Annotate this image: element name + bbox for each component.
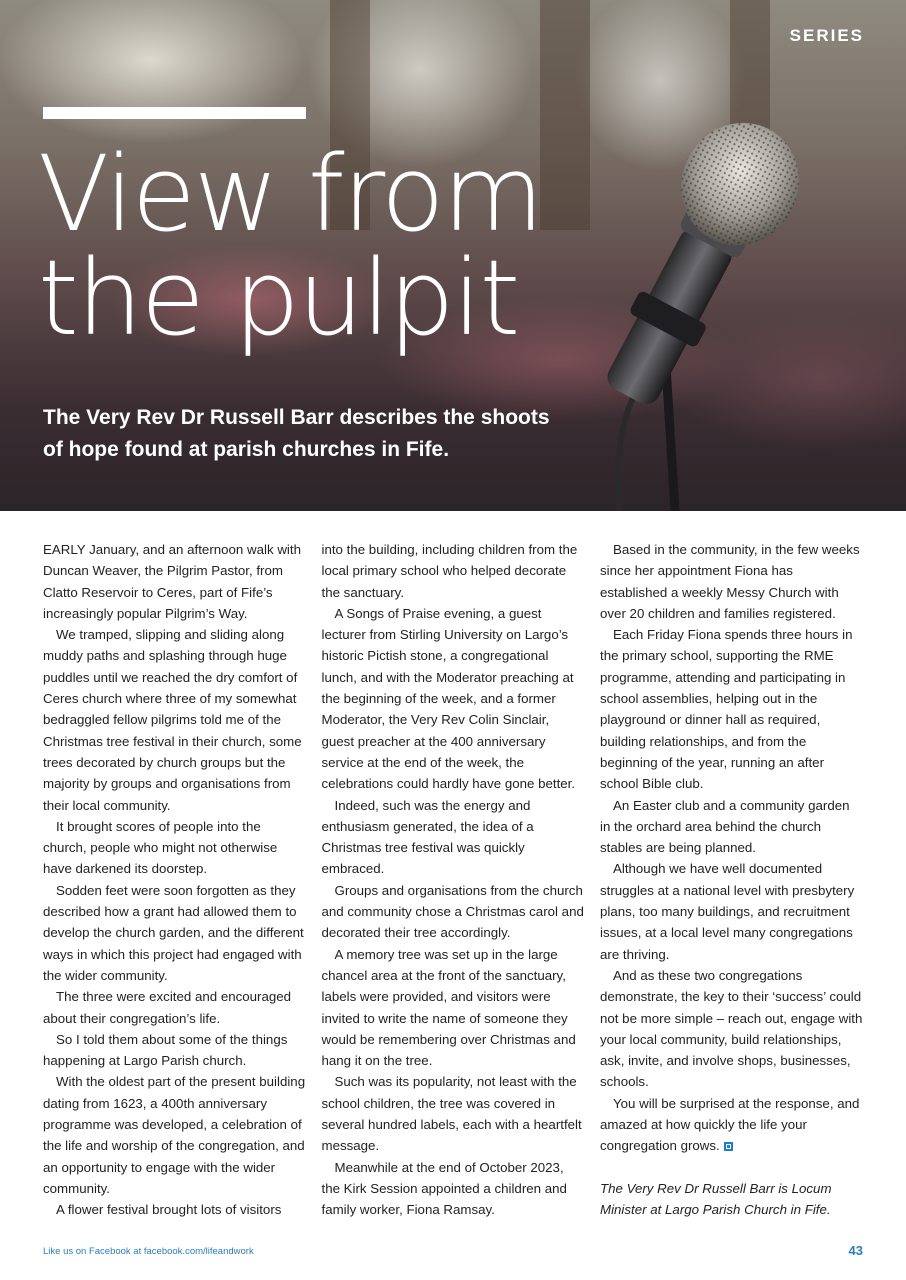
page-title [38,133,542,359]
paragraph: Each Friday Fiona spends three hours in the primary school, supporting the RME programme, attending and participating in school assemblies, helping out in the playground or dinner hall as required, building relationships, and from the beginning of the year, running an after school Bible club. [600,627,853,792]
paragraph: Based in the community, in the few weeks since her appointment Fiona has established a weekly Messy Church with over 20 children and families registered. [600,542,860,621]
paragraph: Meanwhile at the end of October 2023, the Kirk Session appointed a children and family worker, Fiona Ramsay. [321,1159,567,1218]
article-column-1 [43,539,306,1221]
page-title-line-2: the pulpit [38,237,519,359]
paragraph: We tramped, slipping and sliding along muddy paths and splashing through huge puddles until we reached the dry comfort of Ceres church where three of my somewhat bedraggled fellow pilgrims told me of the Christmas tree festival in their church, some trees decorated by church groups but the majority by groups and organisations from their local community. [43,627,302,813]
paragraph: Although we have well documented struggles at a national level with presbytery plans, too many buildings, and recruitment issues, at a local level many congregations are thriving. [600,861,855,962]
paragraph: A flower festival brought lots of visitors [56,1202,282,1218]
paragraph: The three were excited and encouraged about their congregation’s life. [43,989,292,1026]
paragraph: It brought scores of people into the church, people who might not otherwise have darkened its doorstep. [43,818,278,877]
paragraph: A memory tree was set up in the large chancel area at the front of the sanctuary, labels were provided, and visitors were invited to write the name of someone they would be remembering over Christmas and hang it on the tree. [321,946,576,1069]
paragraph: Groups and organisations from the church and community chose a Christmas carol and decorated their tree accordingly. [321,882,584,941]
page-number: 43 [848,1243,863,1258]
article-column-3 [600,539,863,1221]
paragraph: EARLY January, and an afternoon walk with Duncan Weaver, the Pilgrim Pastor, from Clatto Reservoir to Ceres, part of Fife’s increasingly popular Pilgrim’s Way. [43,542,301,621]
article-body [43,539,863,1221]
page-title-line-1: View from [38,133,542,255]
microphone-icon [580,120,860,511]
series-label: SERIES [789,26,864,45]
paragraph: Indeed, such was the energy and enthusiasm generated, the idea of a Christmas tree festival was quickly embraced. [321,797,534,877]
paragraph: into the building, including children from the local primary school who helped decorate the sanctuary. [321,542,578,600]
hero-banner [0,0,906,511]
paragraph-final [600,1093,863,1157]
paragraph: A Songs of Praise evening, a guest lecturer from Stirling University on Largo’s historic Pictish stone, a congregational lunch, and with the Moderator preaching at the beginning of the week, and a former Moderator, the Very Rev Colin Sinclair, guest preacher at the 400 anniversary service at the end of the week, the celebrations could hardly have gone better. [321,605,576,792]
paragraph: So I told them about some of the things happening at Largo Parish church. [43,1031,288,1069]
article-end-square-icon [724,1142,733,1151]
paragraph: And as these two congregations demonstrate, the key to their ‘success’ could not be more simple – reach out, engage with your local community, build relationships, ask, invite, and involve shops, businesses, schools. [600,967,863,1090]
standfirst: The Very Rev Dr Russell Barr describes the shoots of hope found at parish churches in Fife. [43,406,550,461]
title-rule [43,107,306,119]
paragraph-final-text: You will be surprised at the response, and amazed at how quickly the life your congregation grows. [600,1095,860,1154]
facebook-link[interactable]: Like us on Facebook at facebook.com/lifeandwork [43,1246,254,1257]
article-column-2 [322,539,585,1221]
paragraph: With the oldest part of the present building dating from 1623, a 400th anniversary programme was developed, a celebration of the life and worship of the congregation, and an opportunity to engage with the wider community. [43,1074,306,1196]
paragraph: An Easter club and a community garden in the orchard area behind the church stables are being planned. [600,797,850,856]
paragraph: Such was its popularity, not least with the school children, the tree was covered in several hundred labels, each with a heartfelt message. [321,1074,582,1154]
author-bio: The Very Rev Dr Russell Barr is Locum Minister at Largo Parish Church in Fife. [600,1180,832,1217]
paragraph: Sodden feet were soon forgotten as they described how a grant had allowed them to develop the church garden, and the different ways in which this project had engaged with the wider community. [43,882,304,983]
